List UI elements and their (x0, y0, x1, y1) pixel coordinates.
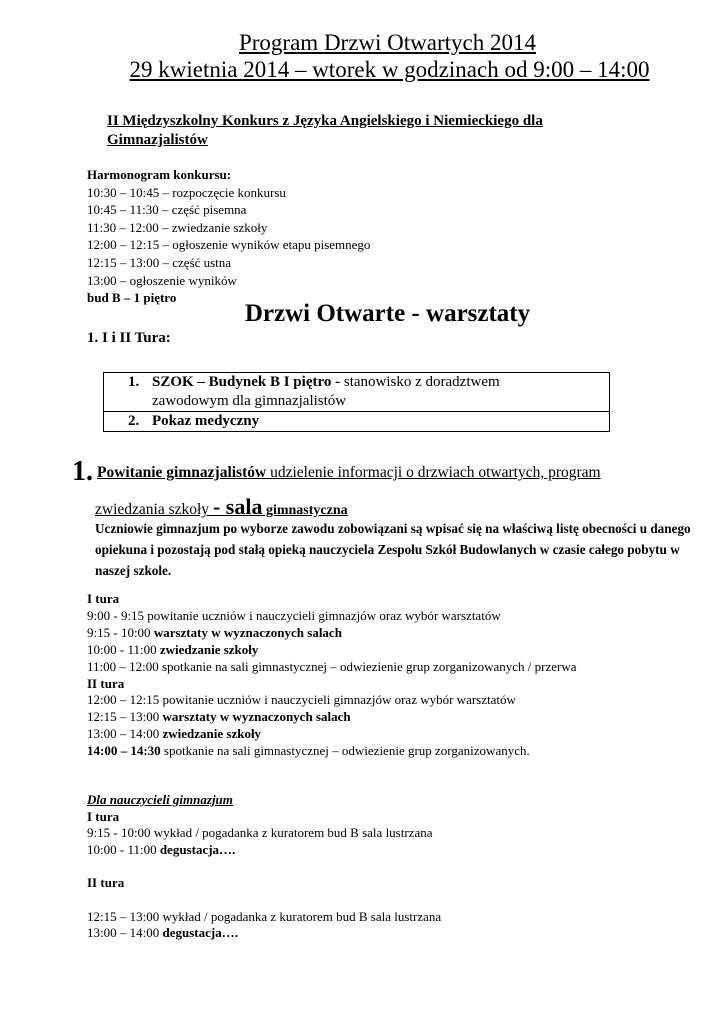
tour-heading: II tura (87, 675, 125, 691)
schedule-row: 14:00 – 14:30 spotkanie na sali gimnastycznej – odwiezienie grup zorganizowanych. (87, 743, 530, 759)
tour-heading: I tura (87, 591, 120, 606)
table-row (104, 412, 610, 432)
schedule-row: 12:15 – 13:00 warsztaty w wyznaczonych salach (87, 709, 351, 725)
welcome-dash: - (212, 494, 226, 519)
schedule-row: 13:00 – 14:00 degustacja…. (87, 925, 238, 940)
schedule-row: 12:15 – 13:00 wykład / pogadanka z kuratorem bud B sala lustrzana (87, 908, 442, 924)
tour-heading: II tura (87, 875, 125, 890)
table-cell (104, 373, 610, 412)
welcome-lead: Powitanie gimnazjalistów (97, 464, 267, 481)
welcome-line2-text: zwiedzania szkoły (95, 501, 213, 518)
table-cell (104, 412, 610, 432)
schedule-row: 10:00 - 11:00 zwiedzanie szkoły (87, 641, 259, 657)
workshops-title: Drzwi Otwarte - warsztaty (244, 300, 531, 327)
welcome-line-2 (95, 494, 348, 520)
contest-location: bud B – 1 piętro (87, 290, 177, 306)
contest-schedule-item: 12:00 – 12:15 – ogłoszenie wyników etapu pisemnego (87, 237, 371, 253)
visit-schedule (87, 591, 577, 760)
row-text-continued: zawodowym dla gimnazjalistów (152, 393, 347, 409)
row-number: 1. (128, 374, 140, 390)
welcome-notice: Uczniowie gimnazjum po wyborze zawodu zobowiązani są wpisać się na właściwą listę obecności u danego opiekuna i pozostają pod stałą opieką nauczyciela Zespołu Szkół Budowlanych w czasie całego pobytu w naszej szkole. (95, 521, 691, 578)
page-title: Program Drzwi Otwartych 2014 (238, 30, 536, 55)
tour-heading: I tura (87, 808, 120, 824)
schedule-row: 10:00 - 11:00 degustacja…. (87, 841, 236, 857)
workshops-table (103, 372, 610, 432)
welcome-gym: gimnastyczna (262, 503, 348, 518)
schedule-row: 9:15 - 10:00 warsztaty w wyznaczonych salach (87, 624, 342, 640)
contest-schedule-item: 10:45 – 11:30 – część pisemna (87, 202, 247, 218)
schedule-row: 13:00 – 14:00 zwiedzanie szkoły (87, 726, 262, 742)
welcome-sala: sala (225, 494, 263, 519)
contest-schedule-item: 10:30 – 10:45 – rozpoczęcie konkursu (87, 184, 286, 200)
row-bold-text: SZOK – Budynek B I piętro - (152, 374, 341, 390)
row-number: 2. (128, 413, 140, 429)
row-text: stanowisko z doradztwem (340, 374, 500, 390)
contest-schedule-item: 12:15 – 13:00 – część ustna (87, 254, 232, 270)
schedule-row: 11:00 – 12:00 spotkanie na sali gimnastycznej – odwiezienie grup zorganizowanych / przerwa (87, 658, 577, 674)
welcome-text: udzielenie informacji o drzwiach otwartych, program (266, 464, 601, 481)
contest-title: II Międzyszkolny Konkurs z Języka Angielskiego i Niemieckiego dla Gimnazjalistów (107, 113, 543, 148)
contest-schedule (87, 166, 370, 307)
teachers-schedule (87, 792, 441, 942)
schedule-row: 9:15 - 10:00 wykład / pogadanka z kuratorem bud B sala lustrzana (87, 825, 433, 840)
table-row (104, 373, 610, 412)
row-bold-text: Pokaz medyczny (152, 413, 260, 429)
schedule-row: 9:00 - 9:15 powitanie uczniów i nauczycieli gimnazjów oraz wybór warsztatów (87, 607, 501, 623)
contest-schedule-heading: Harmonogram konkursu: (87, 167, 232, 182)
contest-schedule-item: 11:30 – 12:00 – zwiedzanie szkoły (87, 219, 268, 235)
teachers-heading: Dla nauczycieli gimnazjum (87, 792, 233, 807)
page-subtitle: 29 kwietnia 2014 – wtorek w godzinach od 9:00 – 14:00 (129, 57, 650, 82)
contest-schedule-item: 13:00 – ogłoszenie wyników (87, 272, 237, 288)
schedule-row: 12:00 – 12:15 powitanie uczniów i nauczycieli gimnazjów oraz wybór warsztatów (87, 692, 516, 708)
workshops-tour-heading: 1. I i II Tura: (87, 330, 171, 346)
welcome-line (97, 464, 601, 482)
welcome-number: 1. (72, 456, 93, 487)
